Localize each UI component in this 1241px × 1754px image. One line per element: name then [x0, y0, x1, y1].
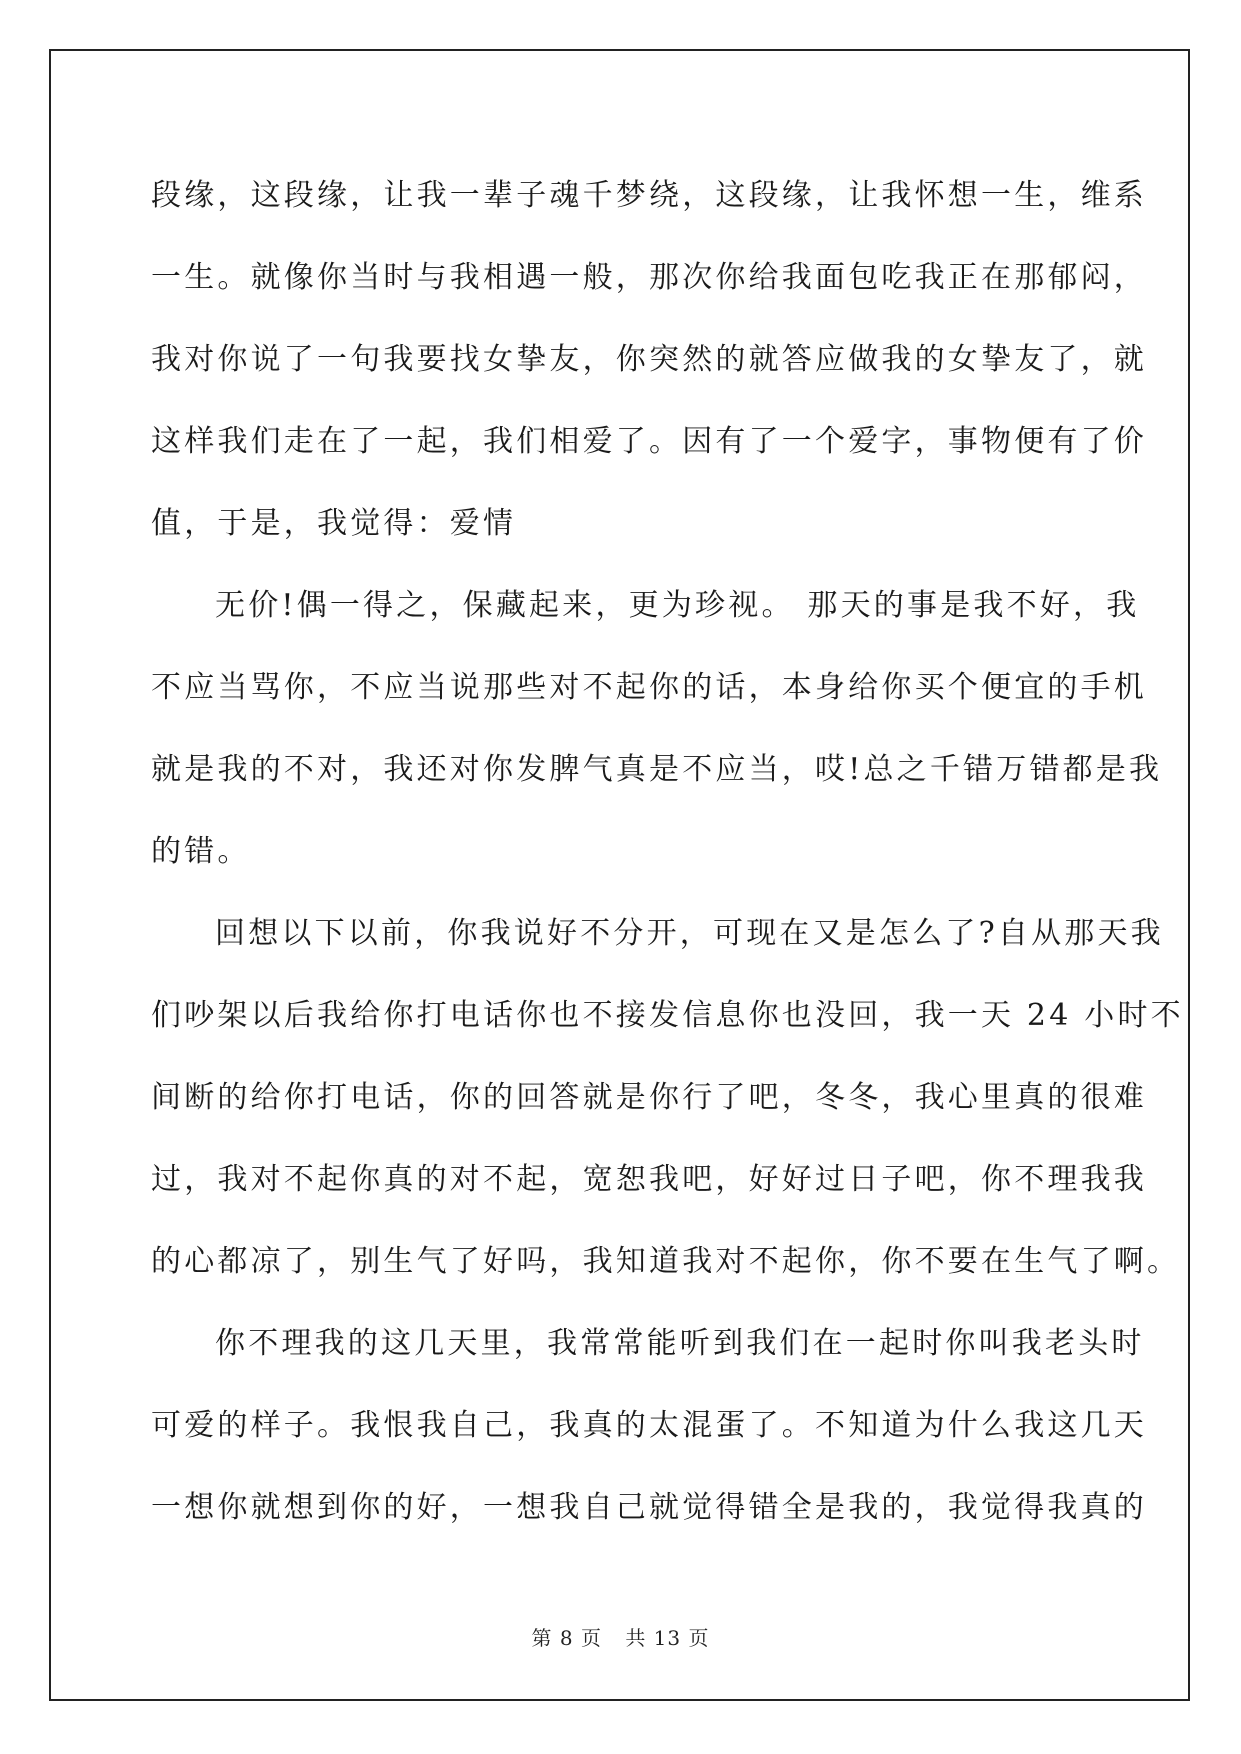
text-line: 过，我对不起你真的对不起，宽恕我吧，好好过日子吧，你不理我我 [151, 1162, 1147, 1197]
text-line: 不应当骂你，不应当说那些对不起你的话，本身给你买个便宜的手机 [151, 670, 1147, 705]
text-line: 段缘，这段缘，让我一辈子魂千梦绕，这段缘，让我怀想一生，维系 [151, 178, 1147, 213]
document-body [151, 155, 1184, 1549]
text-line: 一想你就想到你的好，一想我自己就觉得错全是我的，我觉得我真的 [151, 1490, 1147, 1525]
text-line: 这样我们走在了一起，我们相爱了。因有了一个爱字，事物便有了价 [151, 424, 1147, 459]
paragraph-start-line: 你不理我的这几天里，我常常能听到我们在一起时你叫我老头时 [215, 1326, 1145, 1361]
page-total: 共 13 页 [625, 1626, 710, 1650]
text-line: 可爱的样子。我恨我自己，我真的太混蛋了。不知道为什么我这几天 [151, 1408, 1147, 1443]
text-line: 们吵架以后我给你打电话你也不接发信息你也没回，我一天 24 小时不 [151, 998, 1184, 1033]
text-line: 间断的给你打电话，你的回答就是你行了吧，冬冬，我心里真的很难 [151, 1080, 1147, 1115]
page-number: 第 8 页 [531, 1626, 602, 1650]
paragraph-start-line: 回想以下以前，你我说好不分开，可现在又是怎么了?自从那天我 [215, 916, 1164, 951]
text-line: 的心都凉了，别生气了好吗，我知道我对不起你，你不要在生气了啊。 [151, 1244, 1181, 1279]
page-footer [0, 1622, 1241, 1651]
paragraph-start-line: 无价!偶一得之，保藏起来，更为珍视。 那天的事是我不好，我 [215, 588, 1140, 623]
text-line: 值，于是，我觉得：爱情 [151, 506, 517, 541]
text-line: 我对你说了一句我要找女挚友，你突然的就答应做我的女挚友了，就 [151, 342, 1147, 377]
text-line: 一生。就像你当时与我相遇一般，那次你给我面包吃我正在那郁闷， [151, 260, 1147, 295]
text-line: 的错。 [151, 834, 251, 869]
text-line: 就是我的不对，我还对你发脾气真是不应当，哎!总之千错万错都是我 [151, 752, 1163, 787]
